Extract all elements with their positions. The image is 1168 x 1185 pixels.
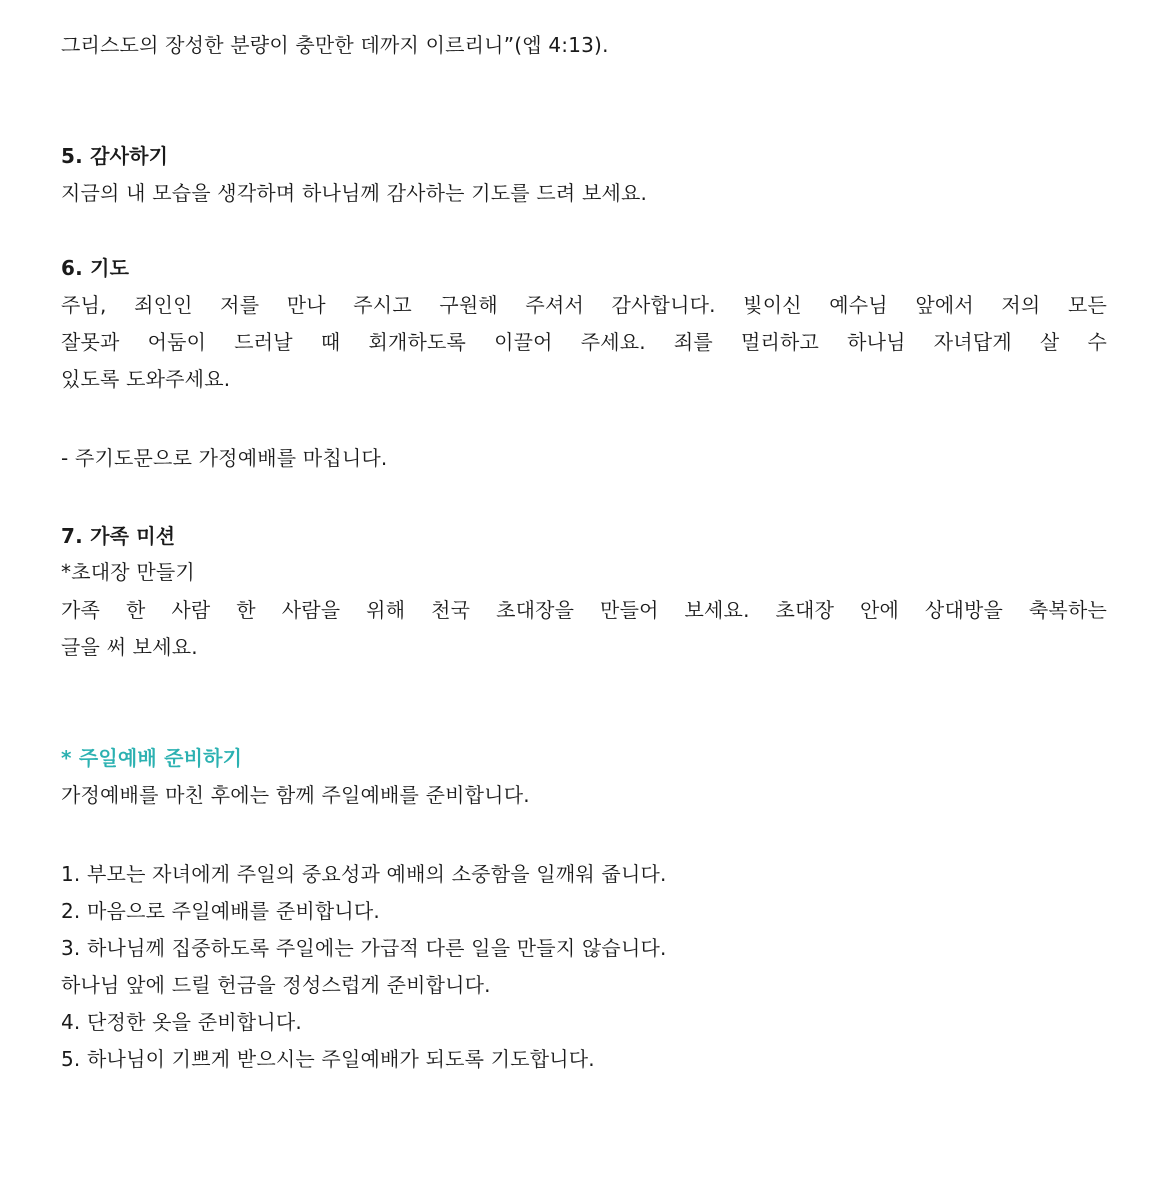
section-title-thanks: 5. 감사하기 <box>61 144 169 168</box>
section-title-mission: 7. 가족 미션 <box>61 524 176 548</box>
section-title-sunday-prep: * 주일예배 준비하기 <box>61 746 243 770</box>
list-item: 3. 하나님께 집중하도록 주일에는 가급적 다른 일을 만들지 않습니다. <box>61 936 667 960</box>
verse-tail: 그리스도의 장성한 분량이 충만한 데까지 이르리니”(엡 4:13). <box>61 33 609 57</box>
prayer-line-1: 주님, 죄인인 저를 만나 주시고 구원해 주셔서 감사합니다. 빛이신 예수님 앞에서 저의 모든 <box>61 293 1107 317</box>
list-item: 하나님 앞에 드릴 헌금을 정성스럽게 준비합니다. <box>61 973 491 997</box>
prayer-line-2: 잘못과 어둠이 드러날 때 회개하도록 이끌어 주세요. 죄를 멀리하고 하나님 자녀답게 살 수 <box>61 330 1107 354</box>
sunday-prep-intro: 가정예배를 마친 후에는 함께 주일예배를 준비합니다. <box>61 783 530 807</box>
thanks-body: 지금의 내 모습을 생각하며 하나님께 감사하는 기도를 드려 보세요. <box>61 181 648 205</box>
section-title-prayer: 6. 기도 <box>61 256 130 280</box>
prayer-line-3: 있도록 도와주세요. <box>61 367 231 391</box>
list-item: 5. 하나님이 기쁘게 받으시는 주일예배가 되도록 기도합니다. <box>61 1047 595 1071</box>
list-item: 1. 부모는 자녀에게 주일의 중요성과 예배의 소중함을 일깨워 줍니다. <box>61 862 667 886</box>
list-item: 4. 단정한 옷을 준비합니다. <box>61 1010 302 1034</box>
mission-subtitle: *초대장 만들기 <box>61 560 195 584</box>
list-item: 2. 마음으로 주일예배를 준비합니다. <box>61 899 380 923</box>
mission-line-2: 글을 써 보세요. <box>61 635 198 659</box>
prayer-closing: - 주기도문으로 가정예배를 마칩니다. <box>61 446 388 470</box>
mission-line-1: 가족 한 사람 한 사람을 위해 천국 초대장을 만들어 보세요. 초대장 안에 상대방을 축복하는 <box>61 598 1107 622</box>
